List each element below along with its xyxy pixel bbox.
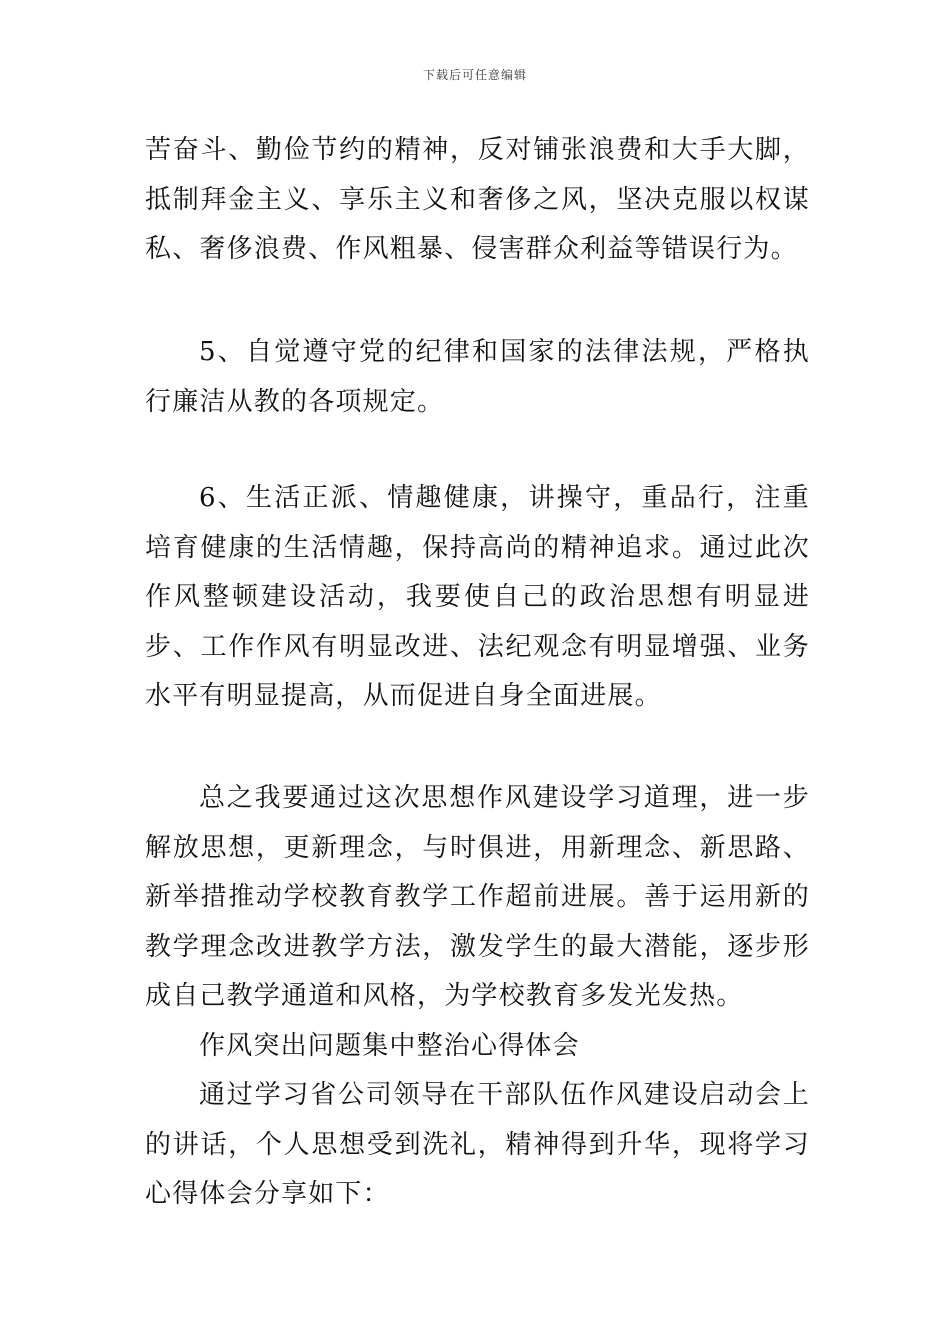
paragraph-intro: 通过学习省公司领导在干部队伍作风建设启动会上的讲话，个人思想受到洗礼，精神得到升华，现将学习心得体会分享如下： <box>145 1080 810 1209</box>
paragraph-item-5: 5、自觉遵守党的纪律和国家的法律法规，严格执行廉洁从教的各项规定。 <box>145 337 810 417</box>
section-title: 作风突出问题集中整治心得体会 <box>199 1031 580 1061</box>
paragraph-item-6: 6、生活正派、情趣健康，讲操守，重品行，注重培育健康的生活情趣，保持高尚的精神追求。通过此次作风整顿建设活动，我要使自己的政治思想有明显进步、工作作风有明显改进、法纪观念有明显增强、业务水平有明显提高，从而促进自身全面进展。 <box>145 483 810 711</box>
paragraph-summary: 总之我要通过这次思想作风建设学习道理，进一步解放思想，更新理念，与时俱进，用新理念、新思路、新举措推动学校教育教学工作超前进展。善于运用新的教学理念改进教学方法，激发学生的最大潜能，逐步形成自己教学通道和风格，为学校教育多发光发热。 <box>145 783 810 1011</box>
header-note: 下载后可任意编辑 <box>422 68 527 82</box>
paragraph-continuation: 苦奋斗、勤俭节约的精神，反对铺张浪费和大手大脚，抵制拜金主义、享乐主义和奢侈之风，坚决克服以权谋私、奢侈浪费、作风粗暴、侵害群众利益等错误行为。 <box>145 135 810 264</box>
